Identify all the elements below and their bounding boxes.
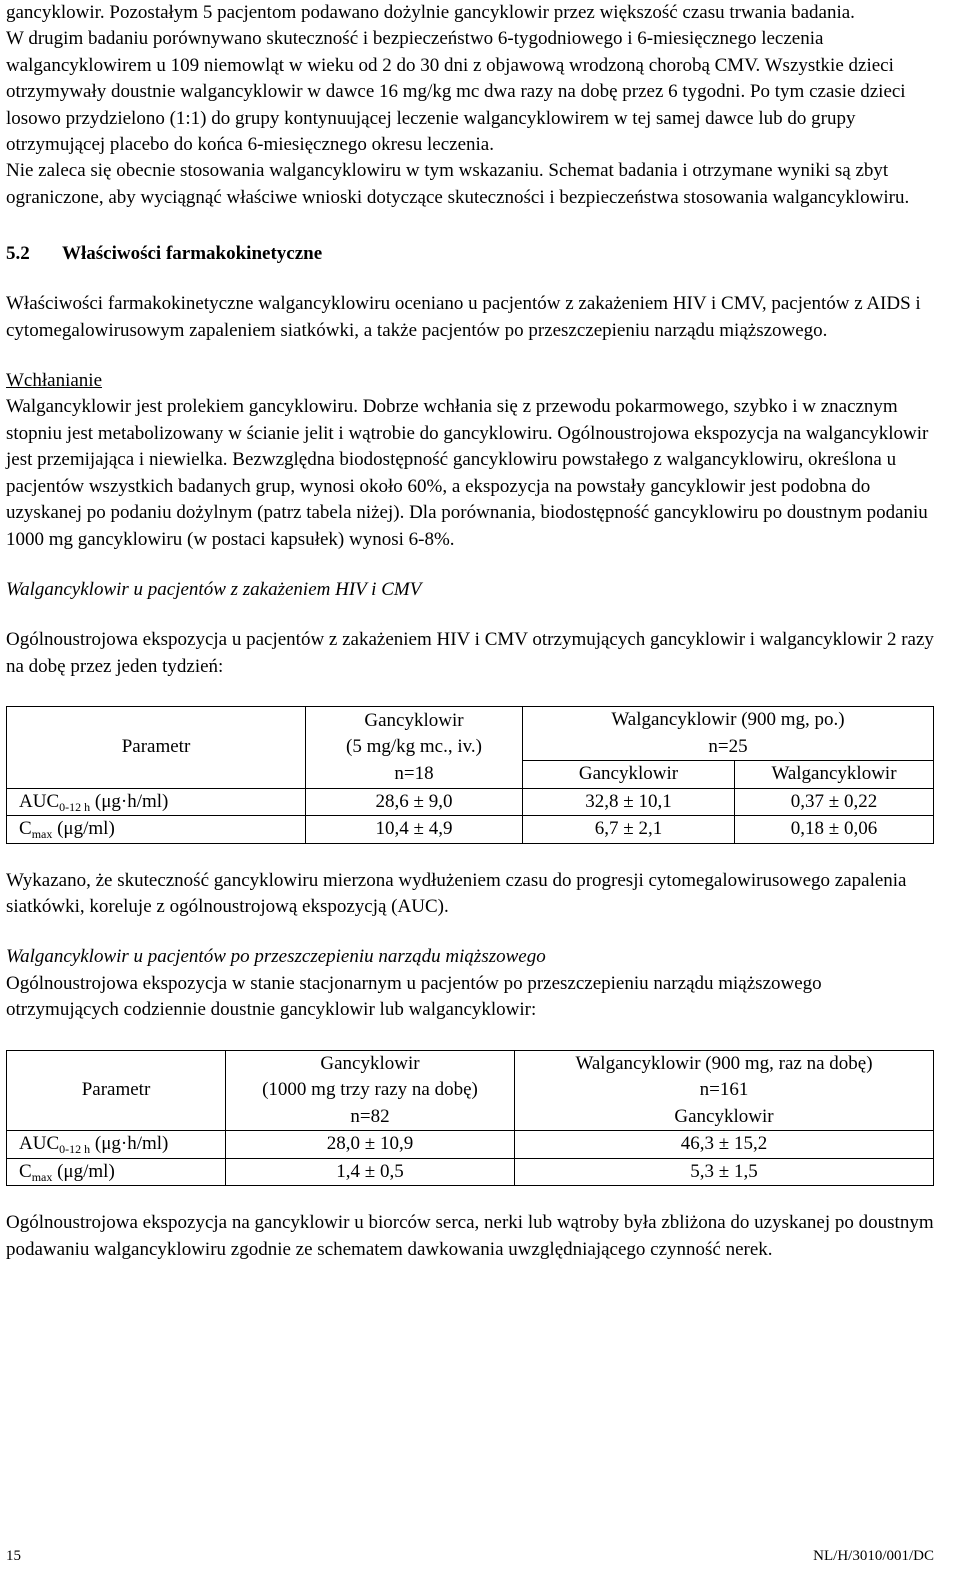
header-line: Walgancyklowir (900 mg, po.)	[611, 709, 845, 731]
table-cell: 1,4 ± 0,5	[226, 1158, 515, 1186]
table-cell: 0,18 ± 0,06	[735, 816, 934, 844]
ganciclovir-oral-header	[226, 1050, 515, 1131]
table-cell: 6,7 ± 2,1	[523, 816, 735, 844]
label-text: AUC	[19, 790, 60, 812]
header-line: (1000 mg trzy razy na dobę)	[262, 1079, 478, 1101]
paragraph-continuation: gancyklowir. Pozostałym 5 pacjentom podawano dożylnie gancyklowir przez większość czasu trwania badania.	[6, 2, 855, 23]
table-cell: 28,6 ± 9,0	[306, 788, 523, 816]
table-cell: 32,8 ± 10,1	[523, 788, 735, 816]
table-cell: 10,4 ± 4,9	[306, 816, 523, 844]
valganciclovir-header	[523, 707, 934, 734]
label-text: C	[19, 1160, 32, 1182]
table-row	[7, 788, 934, 816]
auc-label	[7, 1131, 226, 1159]
header-line: n=82	[350, 1105, 390, 1127]
label-unit: (μg/ml)	[52, 818, 115, 840]
transplant-subheading: Walgancyklowir u pacjentów po przeszczepieniu narządu miąższowego	[6, 946, 546, 968]
paragraph-transplant-summary: Ogólnoustrojowa ekspozycja na gancyklowir u biorców serca, nerki lub wątroby była zbliżona do uzyskanej po doustnym podawaniu walgancyklowiru zgodnie ze schematem dawkowania uwzględniającego czynność nerek.	[6, 1212, 934, 1260]
document-page	[6, 0, 936, 1263]
paragraph-transplant-exposure: Ogólnoustrojowa ekspozycja w stanie stacjonarnym u pacjentów po przeszczepieniu narządu miąższowego otrzymujących codziennie doustnie gancyklowir lub walgancyklowir:	[6, 972, 822, 1021]
paragraph-hiv-exposure: Ogólnoustrojowa ekspozycja u pacjentów z zakażeniem HIV i CMV otrzymujących gancyklowir i walgancyklowir 2 razy na dobę przez jeden tydzień:	[6, 629, 934, 677]
page-footer	[6, 1548, 934, 1565]
section-heading	[6, 241, 936, 267]
paragraph-second-study: W drugim badaniu porównywano skuteczność i bezpieczeństwo 6-tygodniowego i 6-miesięcznego leczenia walgancyklowirem u 109 niemowląt w wieku od 2 do 30 dni z objawową wrodzoną chorobą CMV. Wszystkie dzieci otrzymywały doustnie walgancyklowir w dawce 16 mg/kg mc dwa razy na dobę przez 6 tygodni. Po tym czasie dzieci losowo przydzielono (1:1) do grupy kontynuującej leczenie walgancyklowirem w tej samej dawce lub do grupy otrzymującej placebo do końca 6-miesięcznego okresu leczenia.	[6, 28, 906, 156]
label-subscript: max	[31, 827, 53, 842]
document-code: NL/H/3010/001/DC	[813, 1548, 934, 1564]
page-number: 15	[6, 1548, 21, 1564]
label-unit: (μg·h/ml)	[90, 1133, 169, 1155]
label-subscript: 0-12 h	[59, 1142, 91, 1157]
subheader-ganciclovir: Gancyklowir	[515, 1104, 934, 1131]
table-cell: 5,3 ± 1,5	[515, 1158, 934, 1186]
paragraph-efficacy: Wykazano, że skuteczność gancyklowiru mierzona wydłużeniem czasu do progresji cytomegalowirusowego zapalenia siatkówki, koreluje z ogólnoustrojową ekspozycją (AUC).	[6, 869, 907, 918]
header-line: Gancyklowir	[364, 709, 464, 731]
valganciclovir-n: n=161	[515, 1077, 934, 1104]
hiv-pk-table	[6, 706, 934, 844]
valganciclovir-n: n=25	[523, 734, 934, 761]
param-header: Parametr	[7, 1050, 226, 1131]
transplant-pk-table	[6, 1050, 934, 1187]
absorption-heading: Wchłanianie	[6, 370, 103, 392]
section-title: Właściwości farmakokinetyczne	[62, 243, 323, 265]
table-row	[7, 1131, 934, 1159]
label-subscript: 0-12 h	[59, 799, 91, 814]
ganciclovir-iv-header	[306, 707, 523, 789]
auc-label	[7, 788, 306, 816]
param-header: Parametr	[7, 707, 306, 789]
header-line: Gancyklowir	[320, 1052, 420, 1074]
table-row	[7, 1158, 934, 1186]
header-line: n=18	[394, 762, 434, 784]
label-unit: (μg/ml)	[52, 1160, 115, 1182]
cmax-label	[7, 816, 306, 844]
table-cell: 46,3 ± 15,2	[515, 1131, 934, 1159]
label-text: AUC	[19, 1133, 60, 1155]
paragraph-pk-intro: Właściwości farmakokinetyczne walgancyklowiru oceniano u pacjentów z zakażeniem HIV i CMV, pacjentów z AIDS i cytomegalowirusowym zapaleniem siatkówki, a także pacjentów po przeszczepieniu narządu miąższowego.	[6, 293, 921, 341]
table-header-row	[7, 1050, 934, 1077]
label-unit: (μg·h/ml)	[90, 790, 169, 812]
cmax-label	[7, 1158, 226, 1186]
hiv-subheading: Walgancyklowir u pacjentów z zakażeniem HIV i CMV	[6, 578, 422, 600]
table-row	[7, 816, 934, 844]
label-text: C	[19, 818, 32, 840]
table-cell: 0,37 ± 0,22	[735, 788, 934, 816]
section-number: 5.2	[6, 243, 30, 265]
header-line: (5 mg/kg mc., iv.)	[346, 736, 482, 758]
table-header-row	[7, 707, 934, 734]
paragraph-absorption: Walgancyklowir jest prolekiem gancyklowiru. Dobrze wchłania się z przewodu pokarmowego, szybko i w znacznym stopniu jest metabolizowany w ścianie jelit i wątrobie do gancyklowiru. Ogólnoustrojowa ekspozycja na walgancyklowir jest przemijająca i niewielka. Bezwzględna biodostępność gancyklowiru powstałego z walgancyklowiru, określona u pacjentów wszystkich badanych grup, wynosi około 60%, a ekspozycja na powstały gancyklowir jest podobna do uzyskanej po podaniu dożylnym (patrz tabela niżej). Dla porównania, biodostępność gancyklowiru po doustnym podaniu 1000 mg gancyklowiru (w postaci kapsułek) wynosi 6-8%.	[6, 396, 929, 550]
subheader-valganciclovir: Walgancyklowir	[735, 761, 934, 789]
subheader-ganciclovir: Gancyklowir	[523, 761, 735, 789]
table-cell: 28,0 ± 10,9	[226, 1131, 515, 1159]
valganciclovir-header: Walgancyklowir (900 mg, raz na dobę)	[515, 1050, 934, 1077]
paragraph-not-recommended: Nie zaleca się obecnie stosowania walgancyklowiru w tym wskazaniu. Schemat badania i otrzymane wyniki są zbyt ograniczone, aby wyciągnąć właściwe wnioski dotyczące skuteczności i bezpieczeństwa stosowania walgancyklowiru.	[6, 160, 910, 208]
label-subscript: max	[31, 1169, 53, 1184]
